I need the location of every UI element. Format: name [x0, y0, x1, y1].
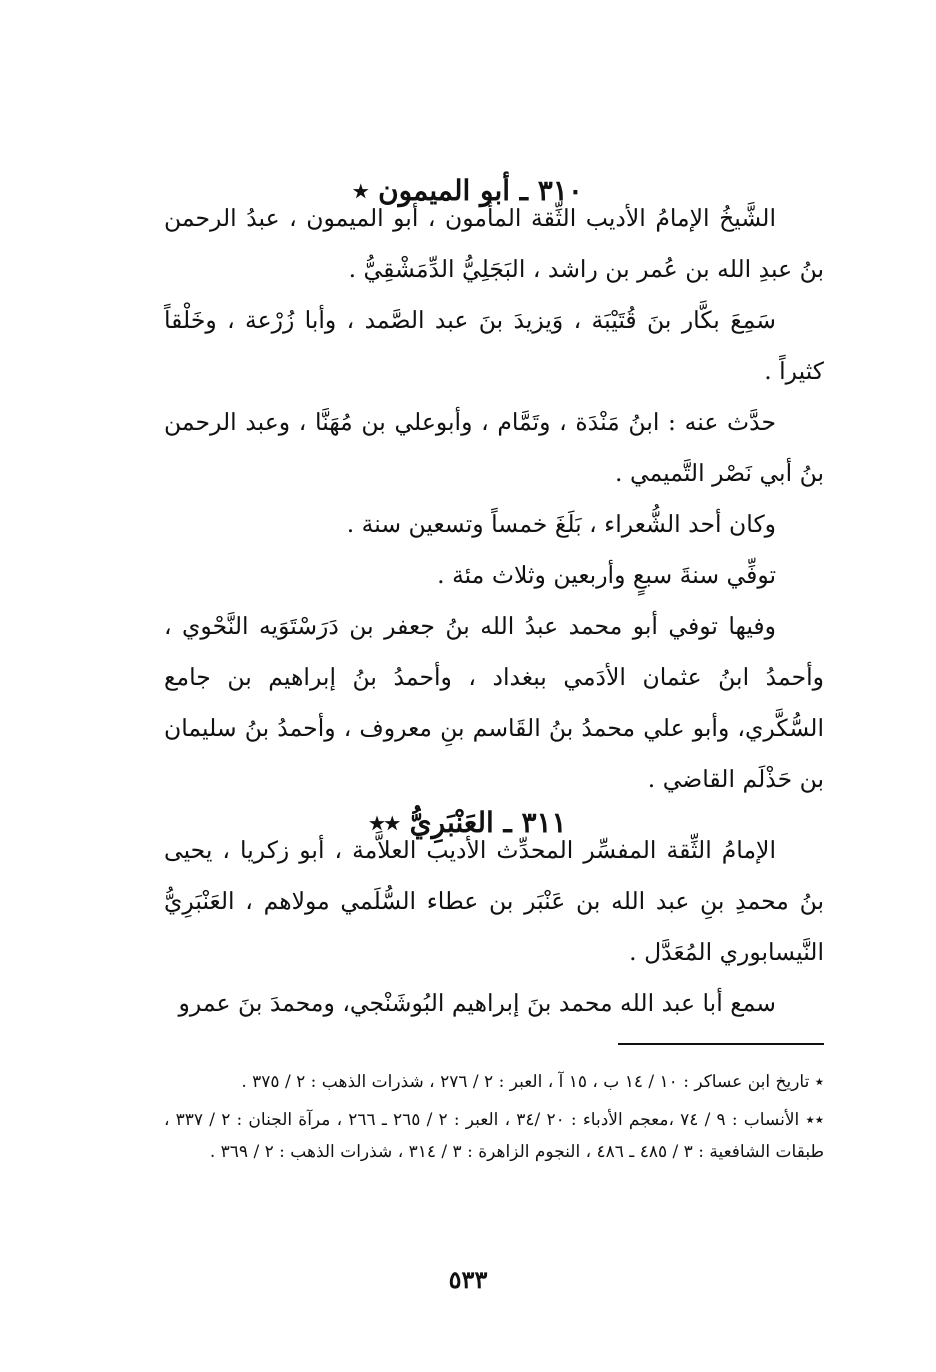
- entry-311-paragraph: الإمامُ الثِّقة المفسِّر المحدِّث الأديب العلاَّمة ، أبو زكريا ، يحيى بنُ محمدِ بنِ عبد الله بن عَنْبَر بن عطاء السُّلَمي مولاهم ، العَنْبَرِيُّ النَّيسابوري المُعَدَّل .: [164, 836, 824, 966]
- entry-310-paragraph: سَمِعَ بكَّار بنَ قُتَيْبَة ، وَيزيدَ بنَ عبد الصَّمد ، وأبا زُرْعة ، وخَلْقاً كثيراً .: [164, 306, 824, 385]
- entry-310-title: ٣١٠ ـ أبو الميمون ٭: [353, 174, 583, 208]
- entry-310-body: [164, 193, 824, 805]
- entry-311-body: [164, 825, 824, 1029]
- footnote-divider: [618, 1043, 824, 1045]
- entry-310-paragraph: توفِّي سنةَ سبعٍ وأربعين وثلاث مئة .: [437, 561, 776, 589]
- entry-310-paragraph: وكان أحد الشُّعراء ، بَلَغَ خمساً وتسعين سنة .: [346, 510, 776, 538]
- entry-310-paragraph: حدَّث عنه : ابنُ مَنْدَة ، وتَمَّام ، وأبوعلي بن مُهَنَّا ، وعبد الرحمن بنُ أبي نَصْر التَّميمي .: [164, 408, 824, 487]
- page-number: ٥٣٣: [448, 1265, 488, 1294]
- entry-311-paragraph: سمع أبا عبد الله محمد بنَ إبراهيم البُوشَنْجي، ومحمدَ بنَ عمرو: [178, 989, 776, 1017]
- entry-310-paragraph: وفيها توفي أبو محمد عبدُ الله بنُ جعفر بن دَرَسْتَوَيه النَّحْوي ، وأحمدُ ابنُ عثمان الأدَمي ببغداد ، وأحمدُ بنُ إبراهيم بن جامع السُّكَّري، وأبو علي محمدُ بنُ القَاسم بنِ معروف ، وأحمدُ بنُ سليمان بن حَذْلَم القاضي .: [164, 612, 824, 793]
- footnote-310: ٭ تاريخ ابن عساكر : ١٠ / ١٤ ب ، ١٥ آ ، العبر : ٢ / ٢٧٦ ، شذرات الذهب : ٢ / ٣٧٥ .: [241, 1072, 824, 1092]
- entry-310-paragraph: الشَّيخُ الإمامُ الأديب الثِّقة المأمون ، أبو الميمون ، عبدُ الرحمن بنُ عبدِ الله بن عُمر بن راشد ، البَجَلِيُّ الدِّمَشْقِيُّ .: [164, 204, 824, 283]
- footnotes: [164, 1066, 824, 1174]
- footnote-311: ٭٭ الأنساب : ٩ / ٧٤ ،معجم الأدباء : ٢٠ /٣٤ ، العبر : ٢ / ٢٦٥ ـ ٢٦٦ ، مرآة الجنان : ٢ / ٣٣٧ ، طبقات الشافعية : ٣ / ٤٨٥ ـ ٤٨٦ ، النجوم الزاهرة : ٣ / ٣١٤ ، شذرات الذهب : ٢ / ٣٦٩ .: [164, 1110, 824, 1162]
- entry-311-title: ٣١١ ـ العَنْبَرِيُّ ٭٭: [369, 806, 567, 840]
